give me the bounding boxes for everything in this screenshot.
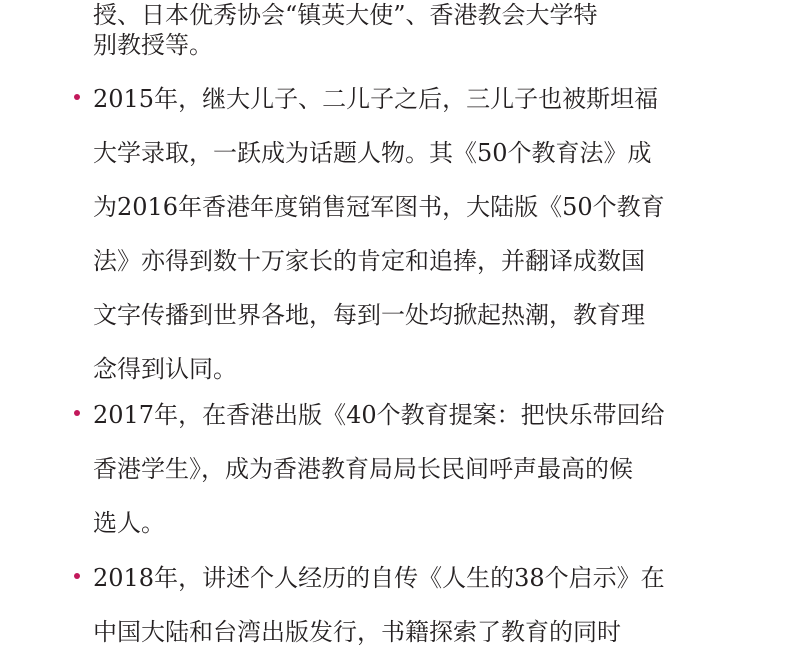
bullet-icon: [74, 573, 80, 579]
text-line-7: 文字传播到世界各地，每到一处均掀起热潮，教育理: [93, 301, 645, 329]
text-line-9: 2017年，在香港出版《40个教育提案：把快乐带回给: [93, 401, 665, 429]
text-line-6: 法》亦得到数十万家长的肯定和追捧，并翻译成数国: [93, 247, 645, 275]
text-line-4: 大学录取，一跃成为话题人物。其《50个教育法》成: [93, 139, 652, 167]
bullet-icon: [74, 94, 80, 100]
text-line-5: 为2016年香港年度销售冠军图书，大陆版《50个教育: [93, 193, 665, 221]
text-line-10: 香港学生》，成为香港教育局局长民间呼声最高的候: [93, 455, 633, 483]
text-line-2: 别教授等。: [93, 31, 213, 59]
text-line-12: 2018年，讲述个人经历的自传《人生的38个启示》在: [93, 564, 665, 592]
text-line-3: 2015年，继大儿子、二儿子之后，三儿子也被斯坦福: [93, 85, 659, 113]
text-line-1: 授、日本优秀协会“镇英大使”、香港教会大学特: [93, 1, 598, 29]
text-line-11: 选人。: [93, 509, 165, 537]
bullet-icon: [74, 410, 80, 416]
text-line-13: 中国大陆和台湾出版发行，书籍探索了教育的同时: [93, 618, 621, 646]
text-line-8: 念得到认同。: [93, 355, 237, 383]
